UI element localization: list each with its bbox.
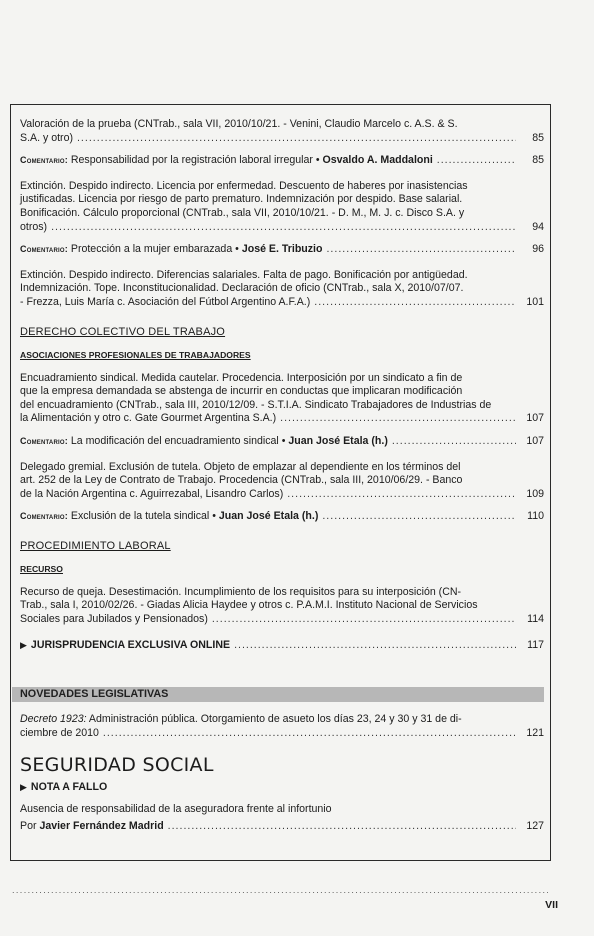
toc-entry[interactable]: Recurso de queja. Desestimación. Incumplimiento de los requisitos para su interposición (CN- Trab., sala I, 2010/02/26. - Giadas Alicia Haydee y otros c. P.A.M.I. Instituto Nacional de Servicios Sociales para Jubilados y Pensionados) ..... 114 [20, 586, 544, 627]
section-title-seguridad-social: SEGURIDAD SOCIAL [20, 754, 214, 777]
leader-dots [51, 221, 516, 235]
novedades-legislativas-banner: NOVEDADES LEGISLATIVAS [12, 687, 544, 702]
arrow-right-icon: ▶ [20, 782, 27, 793]
comment-label: Comentario: [20, 244, 68, 255]
page-number: 110 [527, 510, 544, 523]
toc-entry[interactable]: Valoración de la prueba (CNTrab., sala VII, 2010/10/21. - Venini, Claudio Marcelo c. A.S. & S. S.A. y otro) ..... 85 [20, 118, 544, 145]
toc-entry[interactable]: Encuadramiento sindical. Medida cautelar. Procedencia. Interposición por un sindicato a fin de que la empresa demandada se abstenga de incurrir en conductas que implicaran modificación del encuadramiento (CNTrab., sala III, 2010/12/09. - S.T.I.A. Sindicato Trabajadores de Industrias de la Alimentación y otro c. Gate Gourmet Argentina S.A.) ..... 107 [20, 372, 544, 426]
nota-a-fallo-heading: ▶ NOTA A FALLO [20, 781, 108, 794]
leader-dots [326, 243, 516, 257]
leader-dots [314, 296, 516, 310]
section-heading-colectivo: DERECHO COLECTIVO DEL TRABAJO [20, 325, 226, 338]
leader-dots [77, 132, 516, 146]
toc-jurisprudencia-online[interactable]: ▶ JURISPRUDENCIA EXCLUSIVA ONLINE ..... 117 [20, 639, 544, 653]
toc-comment[interactable]: Comentario: Protección a la mujer embarazada • José E. Tribuzio ..... 96 [20, 243, 544, 257]
leader-dots [287, 488, 516, 502]
toc-entry[interactable]: Extinción. Despido indirecto. Licencia por enfermedad. Descuento de haberes por inasistencias justificadas. Licencia por riesgo de parto prematuro. Indemnización por despido. Base salarial. Bonificación. Cálculo proporcional (CNTrab., sala VII, 2010/10/21. - D. M., M. J. c. Disco S.A. y otros) ..... 94 [20, 180, 544, 234]
page-number: 121 [526, 726, 544, 739]
leader-dots [280, 412, 516, 426]
comment-author: Osvaldo A. Maddaloni [322, 154, 433, 167]
comment-label: Comentario: [20, 511, 68, 522]
arrow-right-icon: ▶ [20, 639, 27, 650]
toc-comment[interactable]: Comentario: Exclusión de la tutela sindical • Juan José Etala (h.) ..... 110 [20, 510, 544, 524]
page-number: 109 [526, 487, 544, 500]
comment-author: José E. Tribuzio [241, 243, 323, 256]
table-of-contents-lower [20, 713, 544, 834]
leader-dots [168, 820, 516, 834]
page-number: 107 [526, 434, 544, 447]
page-folio: VII [545, 899, 558, 911]
page-number: 107 [526, 412, 544, 425]
page-number: 114 [527, 613, 544, 626]
toc-decreto[interactable]: Decreto 1923: Administración pública. Otorgamiento de asueto los días 23, 24 y 30 y 31 de di- ciembre de 2010 ..... 121 [20, 713, 544, 740]
page-number: 127 [526, 820, 544, 833]
page-number: 117 [527, 638, 544, 651]
leader-dots [437, 154, 516, 168]
toc-entry[interactable]: Delegado gremial. Exclusión de tutela. Objeto de emplazar al dependiente en los términos del art. 252 de la Ley de Contrato de Trabajo. Procedencia (CNTrab., sala III, 2010/06/29. - Banco de la Nación Argentina c. Aguirrezabal, Lisandro Carlos) ..... 109 [20, 461, 544, 502]
section-heading-procedimiento: PROCEDIMIENTO LABORAL [20, 539, 171, 552]
leader-dots [103, 727, 516, 741]
leader-dots [212, 613, 516, 627]
footer-dotted-rule [12, 885, 548, 895]
page-number: 85 [532, 154, 544, 167]
toc-entry[interactable]: Extinción. Despido indirecto. Diferencias salariales. Falta de pago. Bonificación por antigüedad. Indemnización. Tope. Inconstitucionalidad. Declaración de oficio (CNTrab., sala X, 2010/07/07. - Frezza, Luis María c. Asociación del Fútbol Argentino A.F.A.) ..... 101 [20, 269, 544, 310]
comment-author: Juan José Etala (h.) [218, 510, 319, 523]
comment-label: Comentario: [20, 435, 68, 446]
leader-dots [322, 510, 516, 524]
toc-comment[interactable]: Comentario: Responsabilidad por la registración laboral irregular • Osvaldo A. Maddaloni ..... 85 [20, 154, 544, 168]
subheading-recurso: RECURSO [20, 563, 63, 574]
page-number: 101 [526, 295, 544, 308]
table-of-contents [20, 118, 544, 652]
leader-dots [392, 435, 516, 449]
nota-author: Javier Fernández Madrid [39, 820, 164, 833]
page-number: 96 [532, 243, 544, 256]
page-number: 94 [532, 220, 544, 233]
page-number: 85 [532, 131, 544, 144]
toc-comment[interactable]: Comentario: La modificación del encuadramiento sindical • Juan José Etala (h.) ..... 107 [20, 435, 544, 449]
comment-author: Juan José Etala (h.) [288, 434, 388, 447]
comment-label: Comentario: [20, 155, 68, 166]
leader-dots [234, 639, 516, 653]
subheading-asociaciones: ASOCIACIONES PROFESIONALES DE TRABAJADORES [20, 349, 251, 360]
toc-nota[interactable]: Ausencia de responsabilidad de la aseguradora frente al infortunio Por Javier Fernández Madrid ..... 127 [20, 803, 544, 834]
